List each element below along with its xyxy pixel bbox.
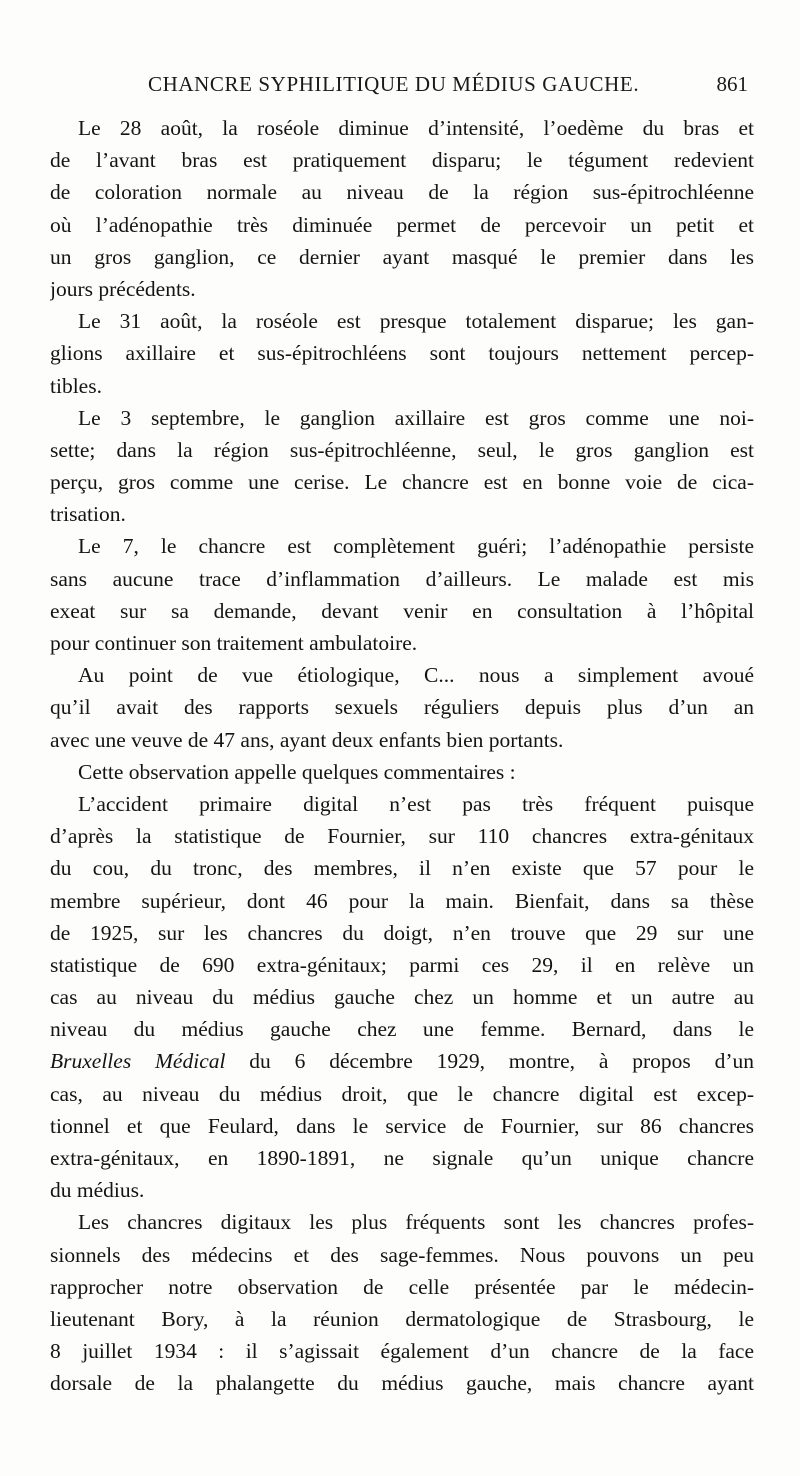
text-line: cas, au niveau du médius droit, que le chancre digital est excep-: [50, 1081, 754, 1106]
text-line: lieutenant Bory, à la réunion dermatologique de Strasbourg, le: [50, 1306, 754, 1331]
text-line: L’accident primaire digital n’est pas très fréquent puisque: [78, 791, 754, 816]
text-line: du médius.: [50, 1178, 145, 1203]
text-line-with-journal: [50, 1045, 754, 1077]
page-number: 861: [716, 72, 748, 96]
text-line: qu’il avait des rapports sexuels réguliers depuis plus d’un an: [50, 695, 754, 720]
text-line: de l’avant bras est pratiquement disparu; le tégument redevient: [50, 148, 754, 173]
text-line: exeat sur sa demande, devant venir en consultation à l’hôpital: [50, 598, 754, 623]
text-line: perçu, gros comme une cerise. Le chancre est en bonne voie de cica-: [50, 470, 754, 495]
text-line: du cou, du tronc, des membres, il n’en existe que 57 pour le: [50, 856, 754, 881]
body-text: [50, 112, 754, 1400]
text-line: de coloration normale au niveau de la région sus-épitrochléenne: [50, 180, 754, 205]
page-header: [52, 72, 756, 102]
text-line: sette; dans la région sus-épitrochléenne, seul, le gros ganglion est: [50, 437, 754, 462]
text-line: extra-génitaux, en 1890-1891, ne signale qu’un unique chancre: [50, 1146, 754, 1170]
text-line: 8 juillet 1934 : il s’agissait également d’un chancre de la face: [50, 1339, 754, 1364]
text-line: membre supérieur, dont 46 pour la main. Bienfait, dans sa thèse: [50, 888, 754, 913]
text-line: trisation.: [50, 502, 126, 527]
text-line: sionnels des médecins et des sage-femmes. Nous pouvons un peu: [50, 1242, 754, 1267]
text-line: jours précédents.: [50, 276, 196, 301]
text-line: Au point de vue étiologique, C... nous a simplement avoué: [78, 663, 754, 688]
text-line: cas au niveau du médius gauche chez un homme et un autre au: [50, 985, 754, 1010]
text-line: niveau du médius gauche chez une femme. Bernard, dans le: [50, 1017, 754, 1042]
text-line: pour continuer son traitement ambulatoire.: [50, 631, 418, 655]
text-line: Le 28 août, la roséole diminue d’intensité, l’oedème du bras et: [78, 116, 754, 140]
text-line: Le 31 août, la roséole est presque totalement disparue; les gan-: [78, 309, 754, 334]
text-line: Cette observation appelle quelques commentaires :: [78, 759, 516, 784]
text-line: glions axillaire et sus-épitrochléens sont toujours nettement percep-: [50, 341, 754, 366]
text-line: rapprocher notre observation de celle présentée par le médecin-: [50, 1274, 754, 1299]
running-title: CHANCRE SYPHILITIQUE DU MÉDIUS GAUCHE.: [148, 72, 640, 96]
text-line: sans aucune trace d’inflammation d’ailleurs. Le malade est mis: [50, 566, 754, 591]
text-line: d’après la statistique de Fournier, sur 110 chancres extra-génitaux: [50, 824, 754, 849]
text-line: tibles.: [50, 373, 102, 398]
text-line: Le 7, le chancre est complètement guéri; l’adénopathie persiste: [78, 534, 754, 559]
text-line: de 1925, sur les chancres du doigt, n’en trouve que 29 sur une: [50, 920, 754, 945]
text-line: statistique de 690 extra-génitaux; parmi ces 29, il en relève un: [50, 952, 754, 977]
text-line: dorsale de la phalangette du médius gauche, mais chancre ayant: [50, 1371, 754, 1396]
journal-name: Bruxelles Médical: [50, 1049, 226, 1074]
text-line: un gros ganglion, ce dernier ayant masqué le premier dans les: [50, 244, 754, 269]
text-line-rest: du 6 décembre 1929, montre, à propos d’un: [249, 1049, 754, 1074]
text-line: avec une veuve de 47 ans, ayant deux enfants bien portants.: [50, 727, 564, 752]
text-line: où l’adénopathie très diminuée permet de percevoir un petit et: [50, 212, 754, 237]
text-line: tionnel et que Feulard, dans le service de Fournier, sur 86 chancres: [50, 1113, 754, 1138]
text-line: Les chancres digitaux les plus fréquents sont les chancres profes-: [78, 1210, 754, 1235]
text-line: Le 3 septembre, le ganglion axillaire est gros comme une noi-: [78, 405, 754, 430]
